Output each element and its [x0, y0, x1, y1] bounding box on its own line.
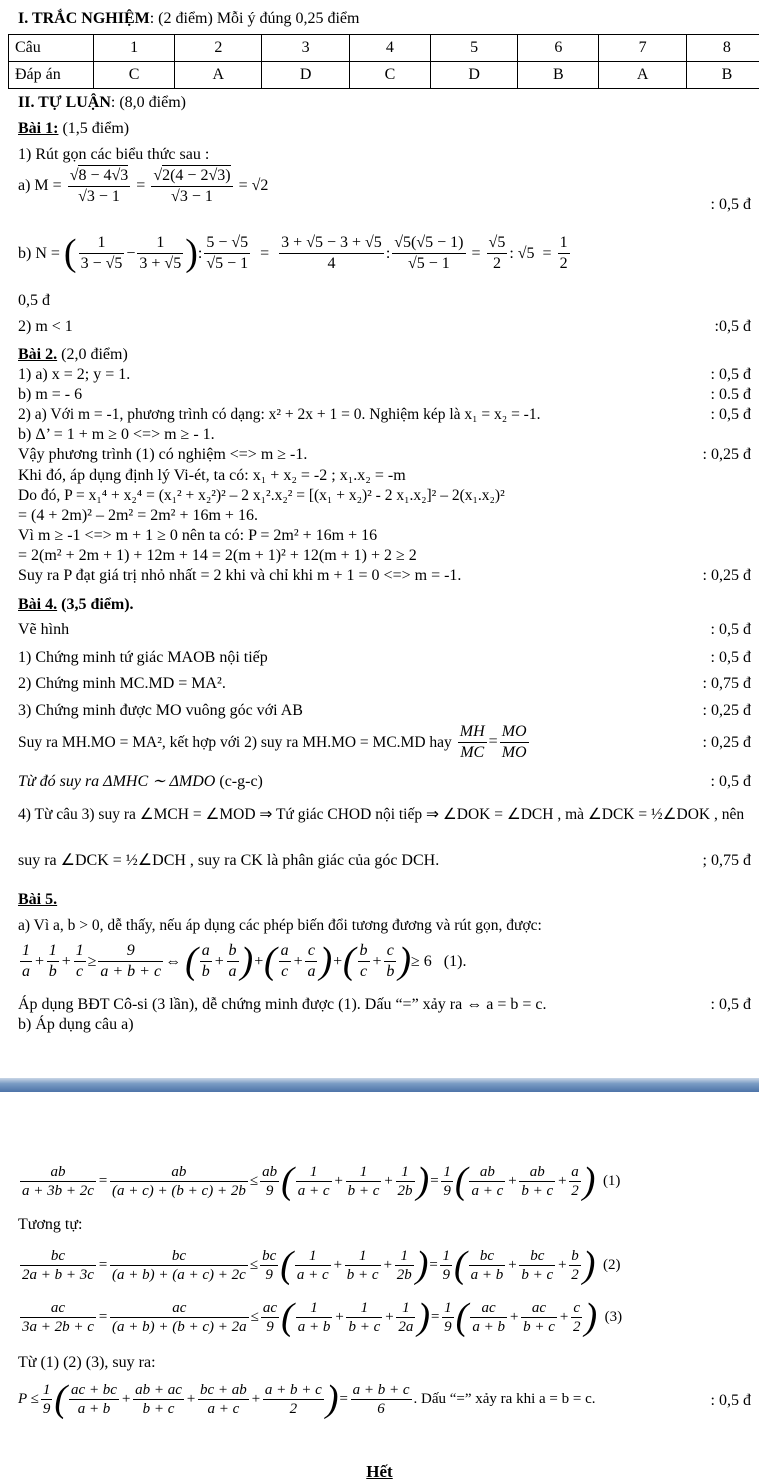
bai4-line2: 1) Chứng minh tứ giác MAOB nội tiếp: [18, 649, 268, 666]
section2-title: II. TỰ LUẬN: [18, 94, 111, 111]
bai2-line8: = (4 + 2m)² – 2m² = 2m² + 16m + 16.: [18, 507, 258, 524]
bai1-line2-score: :0,5 đ: [714, 318, 751, 335]
bai4-line3-score: : 0,75 đ: [702, 675, 751, 692]
bai2-line3: 2) a) Với m = -1, phương trình có dạng: x² + 2x + 1 = 0. Nghiệm kép là x₁ = x₂ = -1.: [18, 406, 541, 423]
page-divider: [0, 1078, 759, 1092]
question-cell: 3: [262, 35, 349, 62]
bai4-line3: 2) Chứng minh MC.MD = MA².: [18, 675, 226, 692]
bai4-line6a: Từ đó suy ra ΔMHC ∼ ΔMDO: [18, 773, 216, 790]
bai5-line3: b) Áp dụng câu a): [18, 1016, 134, 1033]
bai4-points: (3,5 điểm).: [57, 596, 134, 613]
bai4-line1: Vẽ hình: [18, 621, 70, 638]
bai5-formula-eq1: $\frac{ab}{a + 3b + 2c}$ = $\frac{ab}{(a + c) + (b + c) + 2b}$ ≤ $\frac{ab}{9}$ ( $\frac{1}{a + c}$ + $\frac{1}{b + c}$ + $\frac{1}{2b}$ )= $\frac{1}{9}$ ( $\frac{ab}{a + c}$ + $\frac{ab}{b + c}$ + $\frac{a}{2}$ ) (1): [22, 1160, 621, 1202]
bai1-line2: 2) m < 1: [18, 318, 73, 335]
question-cell: 2: [175, 35, 262, 62]
answer-table: [8, 34, 759, 89]
answer-cell: D: [430, 62, 517, 89]
section1-heading: [18, 10, 359, 28]
tu123-label: Từ (1) (2) (3), suy ra:: [18, 1354, 156, 1371]
bai5-formula-eq3: $\frac{ac}{3a + 2b + c}$ = $\frac{ac}{(a + b) + (b + c) + 2a}$ ≤ $\frac{ac}{9}$ ( $\frac{1}{a + b}$ + $\frac{1}{b + c}$ + $\frac{1}{2a}$ )= $\frac{1}{9}$ ( $\frac{ac}{a + b}$ + $\frac{ac}{b + c}$ + $\frac{c}{2}$ ) (3): [22, 1296, 623, 1338]
row-label-questions: Câu: [9, 35, 94, 62]
bai4-line2-score: : 0,5 đ: [710, 649, 751, 666]
question-cell: 6: [518, 35, 599, 62]
bai2-line10: = 2(m² + 2m + 1) + 12m + 14 = 2(m + 1)² + 12(m + 1) + 2 ≥ 2: [18, 547, 417, 564]
bai4-line4-score: : 0,25 đ: [702, 702, 751, 719]
row-label-answers: Đáp án: [9, 62, 94, 89]
bai4-title: Bài 4.: [18, 596, 58, 613]
section1-desc: : (2 điểm) Mỗi ý đúng 0,25 điểm: [149, 10, 360, 27]
bai2-line9: Vì m ≥ -1 <=> m + 1 ≥ 0 nên ta có: P = 2m² + 16m + 16: [18, 527, 378, 544]
answer-cell: D: [262, 62, 349, 89]
answer-cell: C: [349, 62, 430, 89]
bai4-line8: suy ra ∠DCK = ½∠DCH , suy ra CK là phân giác của góc DCH.: [18, 852, 440, 869]
answer-cell: A: [175, 62, 262, 89]
bai1-heading: [18, 120, 129, 138]
bai2-points: (2,0 điểm): [57, 346, 128, 363]
bai1-title: Bài 1:: [18, 120, 59, 137]
bai4-line1-score: : 0,5 đ: [710, 621, 751, 638]
bai2-line11: Suy ra P đạt giá trị nhỏ nhất = 2 khi và chỉ khi m + 1 = 0 <=> m = -1.: [18, 567, 462, 584]
bai5-final-formula: P ≤ $\frac{1}{9}$ ( $\frac{ac + bc}{a + b}$ + $\frac{ab + ac}{b + c}$ + $\frac{bc + ab}{a + c}$ + $\frac{a + b + c}{2}$ )= $\frac{a + b + c}{6}$ . Dấu “=” xảy ra khi a = b = c.: [18, 1378, 596, 1420]
table-row-questions: [9, 35, 759, 62]
bai4-line8-score: ; 0,75 đ: [702, 852, 751, 869]
score-a: : 0,5 đ: [710, 196, 751, 213]
section2-heading: [18, 94, 186, 112]
bai5-end-score: : 0,5 đ: [710, 1392, 751, 1409]
answer-cell: B: [518, 62, 599, 89]
bai2-line5-score: : 0,25 đ: [702, 446, 751, 463]
bai5-line1: a) Vì a, b > 0, dễ thấy, nếu áp dụng các phép biến đổi tương đương và rút gọn, được:: [18, 917, 542, 934]
bai2-line2: b) m = - 6: [18, 386, 83, 403]
answer-cell: B: [686, 62, 759, 89]
bai2-line1-score: : 0,5 đ: [710, 366, 751, 383]
bai2-line5: Vậy phương trình (1) có nghiệm <=> m ≥ -1.: [18, 446, 308, 463]
bai5-end-text: . Dấu “=” xảy ra khi a = b = c.: [413, 1391, 596, 1408]
bai2-line7: Do đó, P = x₁⁴ + x₂⁴ = (x₁² + x₂²)² – 2 x₁².x₂² = [(x₁ + x₂)² - 2 x₁.x₂]² – 2(x₁.x₂)²: [18, 487, 505, 504]
bai4-line5-score: : 0,25 đ: [702, 734, 751, 751]
question-cell: 4: [349, 35, 430, 62]
bai2-line4: b) Δ’ = 1 + m ≥ 0 <=> m ≥ - 1.: [18, 426, 215, 443]
bai5-heading: [18, 891, 57, 909]
answer-cell: C: [94, 62, 175, 89]
bai1-line1: 1) Rút gọn các biểu thức sau :: [18, 146, 210, 163]
bai2-line11-score: : 0,25 đ: [702, 567, 751, 584]
bai2-line6: Khi đó, áp dụng định lý Vi-ét, ta có: x₁ + x₂ = -2 ; x₁.x₂ = -m: [18, 467, 406, 484]
bai5-line2-score: : 0,5 đ: [710, 996, 751, 1013]
bai5-formula-eq2: $\frac{bc}{2a + b + 3c}$ = $\frac{bc}{(a + b) + (a + c) + 2c}$ ≤ $\frac{bc}{9}$ ( $\frac{1}{a + c}$ + $\frac{1}{b + c}$ + $\frac{1}{2b}$ )= $\frac{1}{9}$ ( $\frac{bc}{a + b}$ + $\frac{bc}{b + c}$ + $\frac{b}{2}$ ) (2): [22, 1244, 621, 1286]
bai4-line6: [18, 773, 263, 791]
bai4-heading: [18, 596, 134, 614]
formula-b: b) N = ( $\frac{1}{3 - √5}$ − $\frac{1}{3 + √5}$ ): $\frac{5 - √5}{√5 - 1}$ = $\frac{3 + √5 - 3 + √5}{4}$ : $\frac{√5(√5 - 1)}{√5 - 1}$ = $\frac{√5}{2}$ : √5 = $\frac{1}{2}$: [18, 232, 568, 274]
bai2-heading: [18, 346, 128, 364]
bai4-line5: Suy ra MH.MO = MA², kết hợp với 2) suy ra MH.MO = MC.MD hay: [18, 733, 452, 751]
bai5-title: Bài 5.: [18, 891, 58, 908]
bai4-line4: 3) Chứng minh được MO vuông góc với AB: [18, 702, 303, 719]
section2-desc: : (8,0 điểm): [110, 94, 186, 111]
bai4-line5-wrap: Suy ra MH.MO = MA², kết hợp với 2) suy ra MH.MO = MC.MD hay $\frac{MH}{MC}$ = $\frac{MO}{MO}$: [18, 723, 527, 761]
bai2-line3-score: : 0,5 đ: [710, 406, 751, 423]
question-cell: 8: [686, 35, 759, 62]
footer-end: Hết: [366, 1462, 393, 1481]
bai2-line2-score: : 0.5 đ: [710, 386, 751, 403]
bai4-line6-score: : 0,5 đ: [710, 773, 751, 790]
formula-a: a) M = $\frac{√8 - 4√3}{√3 - 1}$ = $\frac{√2(4 - 2√3)}{√3 - 1}$ = √2: [18, 167, 269, 205]
bai4-line6b: (c-g-c): [215, 773, 263, 790]
bai2-title: Bài 2.: [18, 346, 58, 363]
bai5-formula1: $\frac{1}{a}$ + $\frac{1}{b}$ + $\frac{1}{c}$ ≥ $\frac{9}{a + b + c}$ ⇔ ( $\frac{a}{b}$ + $\frac{b}{a}$ )+( $\frac{a}{c}$ + $\frac{c}{a}$ )+( $\frac{b}{c}$ + $\frac{c}{b}$ )≥ 6 (1).: [22, 940, 467, 982]
score-n: 0,5 đ: [18, 292, 50, 309]
question-cell: 7: [599, 35, 686, 62]
bai1-points: (1,5 điểm): [58, 120, 130, 137]
answer-cell: A: [599, 62, 686, 89]
bai5-line2: Áp dụng BĐT Cô-si (3 lần), dễ chứng minh được (1). Dấu “=” xảy ra ⇔ a = b = c.: [18, 996, 547, 1013]
bai4-line7: 4) Từ câu 3) suy ra ∠MCH = ∠MOD ⇒ Tứ giác CHOD nội tiếp ⇒ ∠DOK = ∠DCH , mà ∠DCK = ½∠DOK , nên: [18, 806, 745, 823]
bai2-line1: 1) a) x = 2; y = 1.: [18, 366, 131, 383]
section1-title: I. TRẮC NGHIỆM: [18, 10, 150, 27]
question-cell: 1: [94, 35, 175, 62]
tuong-tu-label: Tương tự:: [18, 1216, 83, 1233]
table-row-answers: [9, 62, 759, 89]
question-cell: 5: [430, 35, 517, 62]
